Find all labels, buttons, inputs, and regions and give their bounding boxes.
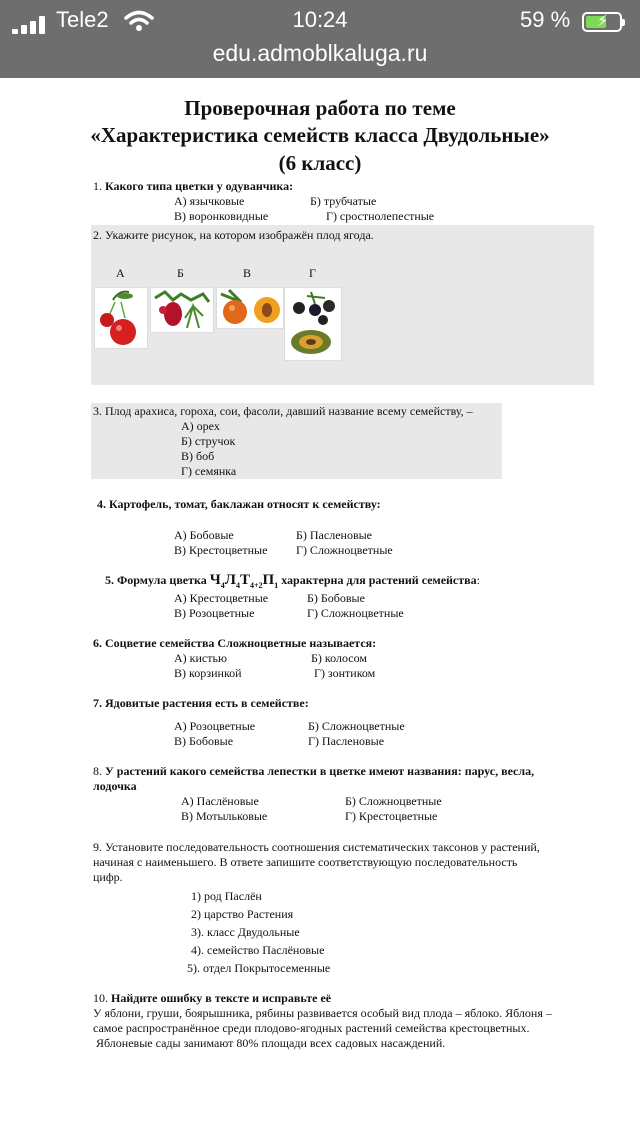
address-bar-url[interactable]: edu.admoblkaluga.ru [212,40,428,66]
q3-option-d: Г) семянка [181,464,237,478]
q6-option-c: В) корзинкой [174,666,242,680]
q3-option-b: Б) стручок [181,434,236,448]
q1-option-b: Б) трубчатые [310,194,377,208]
q7-option-c: В) Бобовые [174,734,234,748]
q9-item-2: 2) царство Растения [191,907,294,921]
q4-option-d: Г) Сложноцветные [296,543,393,557]
q2-label-c: В [243,266,252,280]
q2-label-b: Б [177,266,184,280]
battery-charging-icon: ⚡ [582,12,622,32]
doc-title-line-1: Проверочная работа по теме [184,96,456,120]
q8-option-d: Г) Крестоцветные [345,809,438,823]
flower-formula: $Ч_4Л_4Т_{4+2}П_1$ [209,572,279,590]
q3-option-a: А) орех [181,419,220,433]
doc-title-line-3: (6 класс) [278,151,362,175]
q1-option-c: В) воронковидные [174,209,269,223]
q2-label-d: Г [309,266,316,280]
apricot-picture [216,287,284,329]
q9-question-line-2: начиная с наименьшего. В ответе запишите соответствующую последовательность [93,855,518,869]
grape-fruit-picture [284,287,342,361]
q9-item-3: 3). класс Двудольные [191,925,300,939]
q7-option-b: Б) Сложноцветные [308,719,405,733]
q8-option-b: Б) Сложноцветные [345,794,442,808]
q6-option-b: Б) колосом [311,651,367,665]
q7-option-d: Г) Пасленовые [308,734,385,748]
q5-question: 5. Формула цветка $Ч_4Л_4Т_{4+2}П_1$ характерна для растений семейства: [105,572,480,590]
carrier-name: Tele2 [56,7,109,32]
q5-option-c: В) Розоцветные [174,606,255,620]
q8-option-c: В) Мотыльковые [181,809,268,823]
q10-text-line-2: самое распространённое среди плодово-ягодных растений семейства крестоцветных. [93,1021,530,1035]
q5-option-d: Г) Сложноцветные [307,606,404,620]
q10-heading: 10. Найдите ошибку в тексте и исправьте её [93,991,332,1005]
q7-option-a: А) Розоцветные [174,719,256,733]
q9-item-1: 1) род Паслён [191,889,262,903]
q5-option-a: А) Крестоцветные [174,591,269,605]
cherry-picture [94,287,148,349]
q3-question: 3. Плод арахиса, гороха, сои, фасоли, давший название всему семейству, – [93,404,473,418]
q9-item-4: 4). семейство Паслёновые [191,943,325,957]
doc-title-line-2: «Характеристика семейств класса Двудольные» [90,123,550,147]
q2-question: 2. Укажите рисунок, на котором изображён плод ягода. [93,228,374,242]
q4-question: 4. Картофель, томат, баклажан относят к семейству: [97,497,381,511]
q8-question: 8. У растений какого семейства лепестки в цветке имеют названия: парус, весла, [93,764,535,778]
q8-option-a: А) Паслёновые [181,794,259,808]
q8-question-cont: лодочка [93,779,137,793]
q3-option-c: В) боб [181,449,215,463]
q1-option-a: А) язычковые [174,194,245,208]
q10-text-line-3: Яблоневые сады занимают 80% площади всех садовых насаждений. [93,1036,446,1050]
q6-question: 6. Соцветие семейства Сложноцветные называется: [93,636,377,650]
battery-percentage: 59 % [520,7,571,32]
q9-question-line-3: цифр. [93,870,123,884]
document-page [0,78,640,1136]
q1-question: 1. Какого типа цветки у одуванчика: [93,179,294,193]
q4-option-b: Б) Пасленовые [296,528,372,542]
q7-question: 7. Ядовитые растения есть в семействе: [93,696,309,710]
q6-option-a: А) кистью [174,651,227,665]
q4-option-a: А) Бобовые [174,528,234,542]
q6-option-d: Г) зонтиком [314,666,376,680]
q10-text-line-1: У яблони, груши, боярышника, рябины развивается особый вид плода – яблоко. Яблоня – [93,1006,552,1020]
q2-label-a: А [116,266,125,280]
q1-option-d: Г) сростнолепестные [326,209,435,223]
browser-top-bar [0,0,640,78]
status-bar [0,6,640,34]
q5-option-b: Б) Бобовые [307,591,365,605]
clock: 10:24 [292,7,348,32]
q4-option-c: В) Крестоцветные [174,543,268,557]
q9-item-5: 5). отдел Покрытосеменные [187,961,331,975]
raspberry-picture [150,287,214,333]
q9-question-line-1: 9. Установите последовательность соотношения систематических таксонов у растений, [93,840,540,854]
